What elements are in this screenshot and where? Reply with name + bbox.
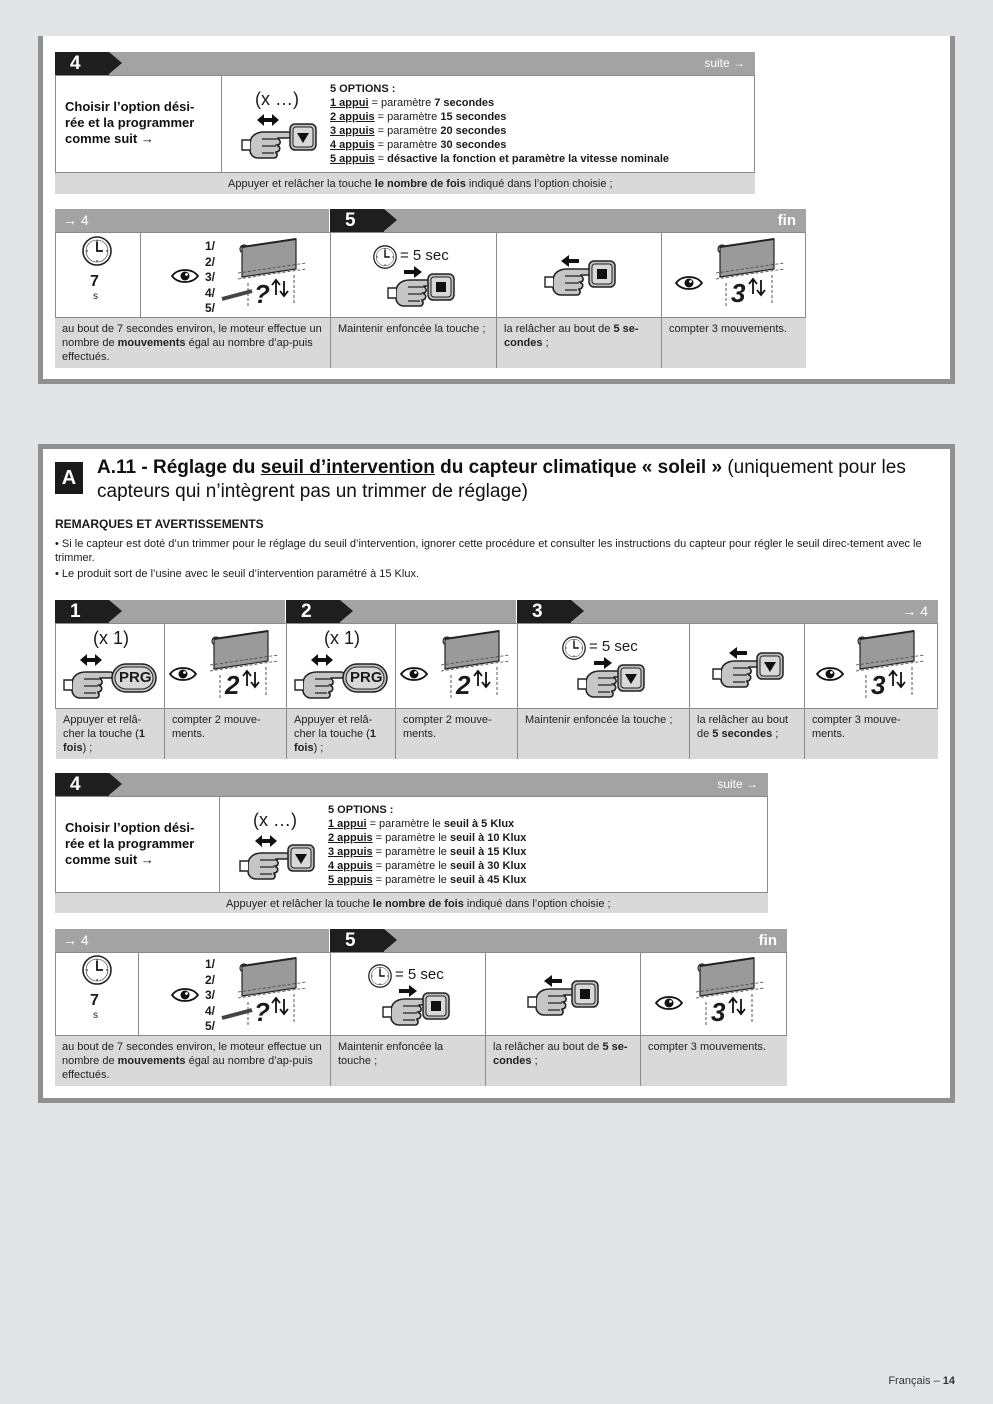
section-title: A.11 - Réglage du seuil d’intervention du capteur climatique « soleil » (uniquement pour les capteurs qui n’intègrent pas un trimmer de réglage) <box>97 457 906 502</box>
hand-pressing-icon <box>240 112 320 162</box>
eye-icon <box>817 664 845 684</box>
eye-icon <box>172 266 200 286</box>
clock-icon <box>82 955 114 987</box>
step-3-header <box>517 600 938 623</box>
double-arrow-icon <box>729 1001 749 1019</box>
continuation-caption: au bout de 7 secondes environ, le moteur effectue un nombre de mouvements égal au nombre d’ap-puis effectués. <box>55 318 330 368</box>
eye-icon <box>172 985 200 1005</box>
step-5-header <box>330 209 806 232</box>
option-2: 2 appuis = paramètre le seuil à 10 Klux <box>328 832 527 844</box>
hold-caption: Maintenir enfoncée la touche ; <box>331 1036 485 1086</box>
option-1: 1 appui = paramètre 7 secondes <box>330 97 495 109</box>
count-caption: compter 3 mouvements. <box>641 1036 787 1086</box>
hand-pressing-icon <box>578 657 658 701</box>
step-1-caption: Appuyer et relâ-cher la touche (1 fois) ; <box>56 709 164 759</box>
continue-label: suite → <box>704 56 745 70</box>
hand-pressing-icon <box>528 975 608 1019</box>
step-number: 4 <box>55 52 109 75</box>
double-arrow-icon <box>749 282 769 300</box>
hand-pressing-icon <box>545 255 625 299</box>
count-caption: compter 3 mouvements. <box>662 318 806 368</box>
hand-pressing-icon <box>713 647 793 691</box>
step-number: 4 <box>55 773 109 796</box>
step-3-release-caption: la relâcher au bout de 5 secondes ; <box>690 709 804 759</box>
step-2-header <box>286 600 516 623</box>
from-step-4-label: → 4 <box>63 212 89 228</box>
movements-count: 2 <box>225 670 240 700</box>
clock-icon <box>82 236 114 268</box>
hand-pressing-icon <box>388 266 468 310</box>
step-3-hold-caption: Maintenir enfoncée la touche ; <box>518 709 689 759</box>
end-label: fin <box>758 932 777 949</box>
options-list <box>330 82 669 166</box>
hand-pressing-icon <box>238 833 318 883</box>
eye-icon <box>401 664 429 684</box>
eye-icon <box>676 273 704 293</box>
step-4-label: Choisir l’option dési-rée et la programmer comme suit → <box>65 820 195 867</box>
step-number: 5 <box>330 929 384 952</box>
notes-title: REMARQUES ET AVERTISSEMENTS <box>55 517 264 531</box>
double-arrow-icon <box>889 674 909 692</box>
step-2-count-caption: compter 2 mouve-ments. <box>396 709 517 759</box>
press-count-label: (x …) <box>255 89 299 109</box>
wait-unit: s <box>93 1010 98 1021</box>
options-title: 5 OPTIONS : <box>328 804 394 816</box>
option-4: 4 appuis = paramètre 30 secondes <box>330 139 507 151</box>
double-arrow-icon <box>243 674 263 692</box>
step-number: 5 <box>330 209 384 232</box>
continuation-caption: au bout de 7 secondes environ, le moteur effectue un nombre de mouvements égal au nombre d’ap-puis effectués. <box>55 1036 330 1086</box>
eye-icon <box>656 993 684 1013</box>
hold-duration: = 5 sec <box>395 966 444 983</box>
release-caption: la relâcher au bout de 5 se-condes ; <box>497 318 661 368</box>
option-4: 4 appuis = paramètre le seuil à 30 Klux <box>328 860 527 872</box>
prg-key-label[interactable]: PRG <box>350 669 383 686</box>
options-list <box>328 803 526 887</box>
from-step-4-label: → 4 <box>63 932 89 948</box>
step-4-caption: Appuyer et relâcher la touche le nombre de fois indiqué dans l’option choisie ; <box>55 173 755 194</box>
press-count-label: (x …) <box>253 810 297 830</box>
step-4-label: Choisir l’option dési-rée et la programmer comme suit → <box>65 99 195 146</box>
double-arrow-icon <box>474 674 494 692</box>
step-number: 1 <box>55 600 109 623</box>
hold-duration: = 5 sec <box>589 638 638 655</box>
hold-duration: = 5 sec <box>400 247 449 264</box>
movements-count: 2 <box>456 670 471 700</box>
continue-label: suite → <box>717 777 758 791</box>
step-number: 2 <box>286 600 340 623</box>
option-1: 1 appui = paramètre le seuil à 5 Klux <box>328 818 515 830</box>
page-footer <box>888 1375 955 1387</box>
options-title: 5 OPTIONS : <box>330 83 396 95</box>
footer-language: Français – <box>888 1375 943 1387</box>
movements-count: 3 <box>711 997 726 1027</box>
option-2: 2 appuis = paramètre 15 secondes <box>330 111 507 123</box>
section-letter-badge: A <box>55 462 83 494</box>
press-count-label: (x 1) <box>93 628 129 648</box>
step-4-header <box>55 52 755 75</box>
movements-count: 3 <box>731 278 746 308</box>
continuation-header <box>55 929 329 952</box>
hand-pressing-icon <box>383 985 463 1029</box>
prg-key-label[interactable]: PRG <box>119 669 152 686</box>
wait-seconds: 7 <box>90 273 99 290</box>
double-arrow-icon <box>272 283 292 301</box>
note-2: • Le produit sort de l’usine avec le seuil d’intervention paramétré à 15 Klux. <box>55 568 419 580</box>
step-4-caption: Appuyer et relâcher la touche le nombre de fois indiqué dans l’option choisie ; <box>55 893 768 913</box>
movements-count: 3 <box>871 670 886 700</box>
wait-unit: s <box>93 291 98 302</box>
option-3: 3 appuis = paramètre le seuil à 15 Klux <box>328 846 527 858</box>
step-5-header <box>330 929 787 952</box>
note-1: • Si le capteur est doté d’un trimmer pour le réglage du seuil d’intervention, ignorer cette procédure et consulter les instructions du capteur pour régler le seuil direc-tement avec le trimmer. <box>55 538 922 564</box>
release-caption: la relâcher au bout de 5 se-condes ; <box>486 1036 640 1086</box>
option-5: 5 appuis = désactive la fonction et paramètre la vitesse nominale <box>330 153 670 165</box>
unknown-movements: ? <box>254 279 270 309</box>
continuation-header <box>55 209 329 232</box>
press-count-label: (x 1) <box>324 628 360 648</box>
double-arrow-icon <box>272 1001 292 1019</box>
unknown-movements: ? <box>254 997 270 1027</box>
step-1-count-caption: compter 2 mouve-ments. <box>165 709 286 759</box>
step-1-header <box>55 600 285 623</box>
option-5: 5 appuis = paramètre le seuil à 45 Klux <box>328 874 527 886</box>
eye-icon <box>170 664 198 684</box>
count-list: 1/ 2/ 3/ 4/ 5/ <box>205 957 216 1033</box>
step-2-caption: Appuyer et relâ-cher la touche (1 fois) ; <box>287 709 395 759</box>
end-label: fin <box>777 212 796 229</box>
step-number: 3 <box>517 600 571 623</box>
page-number: 14 <box>942 1375 955 1387</box>
hold-caption: Maintenir enfoncée la touche ; <box>331 318 496 368</box>
count-list: 1/ 2/ 3/ 4/ 5/ <box>205 239 216 315</box>
step-3-count-caption: compter 3 mouve-ments. <box>805 709 938 759</box>
option-3: 3 appuis = paramètre 20 secondes <box>330 125 507 137</box>
wait-seconds: 7 <box>90 992 99 1009</box>
step-4-header <box>55 773 768 796</box>
next-step-label: → 4 <box>902 603 928 619</box>
